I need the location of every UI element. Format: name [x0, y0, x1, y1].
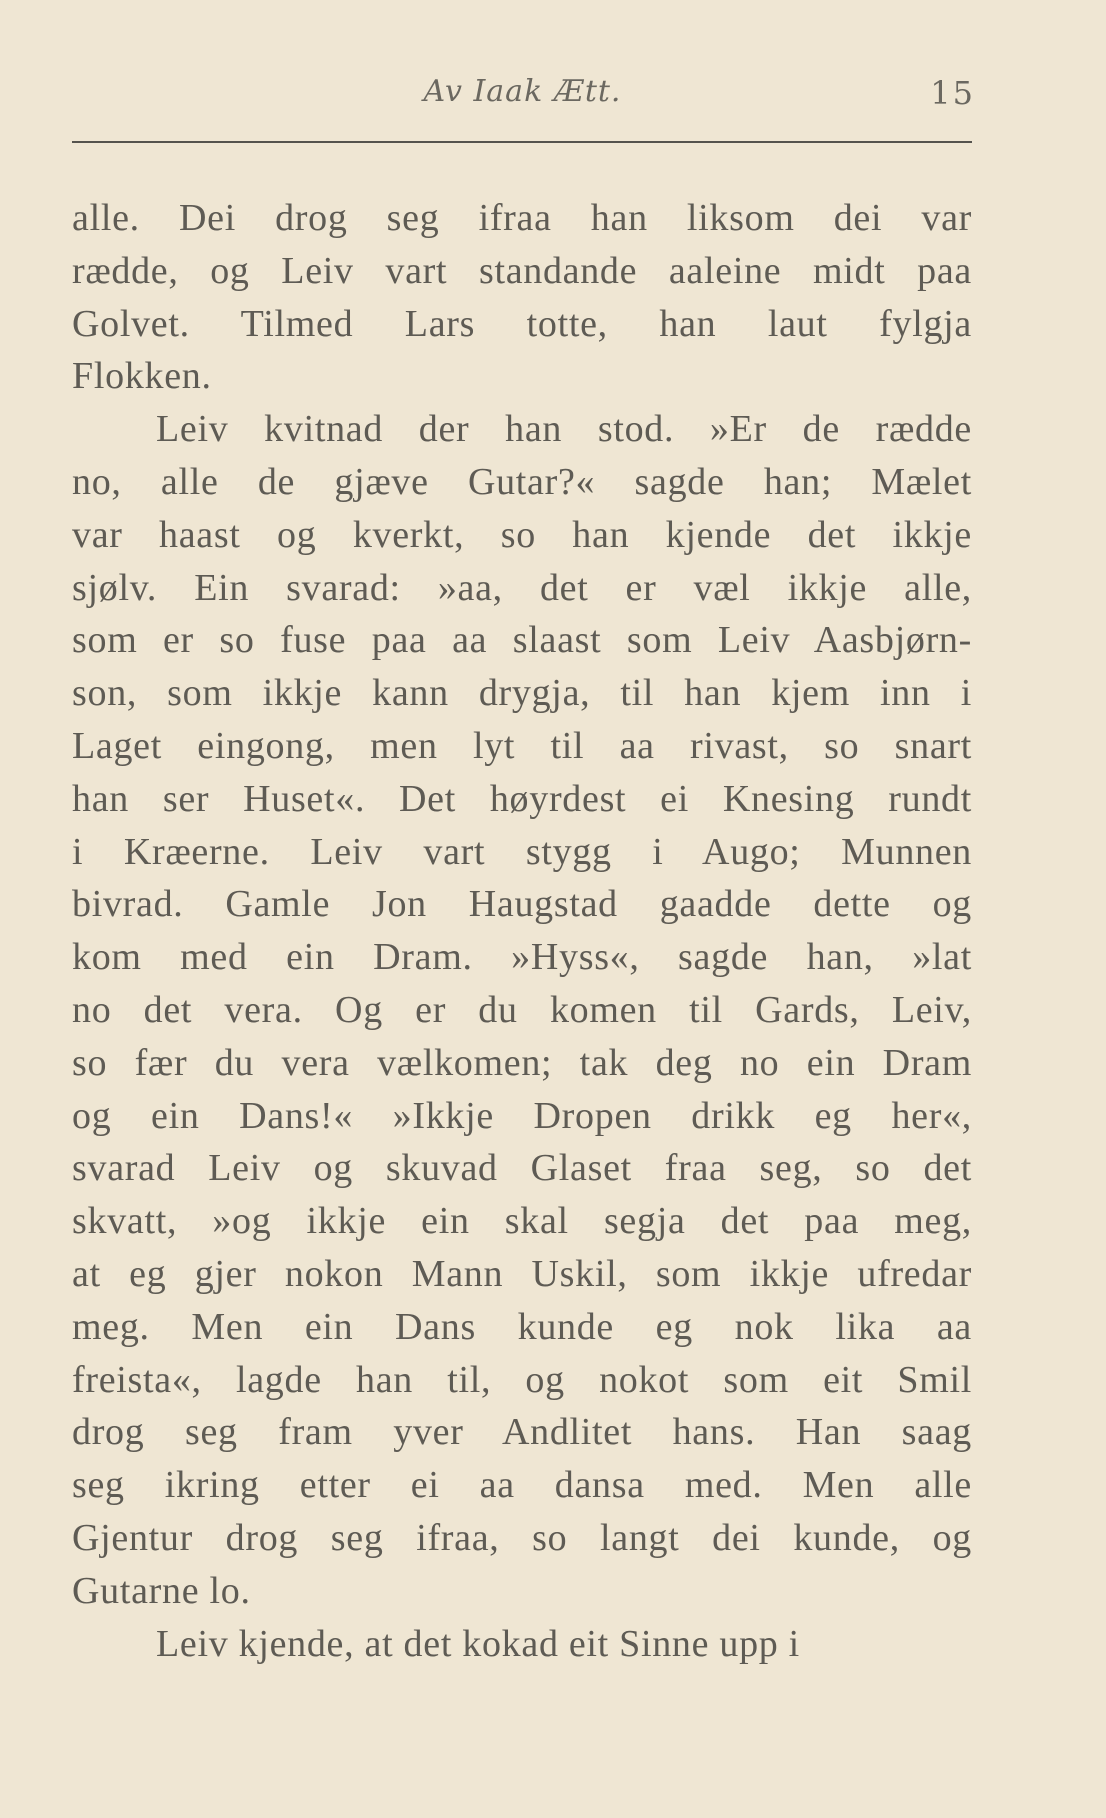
text-line: Golvet. Tilmed Lars totte, han laut fylgja [72, 302, 972, 345]
text-line: som er so fuse paa aa slaast som Leiv Aasbjørn- [72, 619, 972, 662]
text-line: i Kræerne. Leiv vart stygg i Augo; Munnen [72, 830, 972, 873]
text-line: no, alle de gjæve Gutar?« sagde han; Mælet [72, 460, 972, 503]
text-line: alle. Dei drog seg ifraa han liksom dei var [72, 197, 972, 239]
text-line: var haast og kverkt, so han kjende det ikkje [72, 513, 972, 556]
text-line: seg ikring etter ei aa dansa med. Men alle [72, 1464, 972, 1507]
text-line: Gjentur drog seg ifraa, so langt dei kunde, og [72, 1516, 972, 1559]
text-line: at eg gjer nokon Mann Uskil, som ikkje ufredar [72, 1252, 972, 1295]
text-line: svarad Leiv og skuvad Glaset fraa seg, so det [72, 1147, 972, 1190]
text-line: drog seg fram yver Andlitet hans. Han saag [72, 1411, 972, 1454]
page-number: 15 [930, 74, 975, 112]
text-line: meg. Men ein Dans kunde eg nok lika aa [72, 1305, 972, 1348]
header-rule [72, 141, 972, 143]
running-title: Av Iaak Ætt. [423, 74, 622, 109]
page-header [70, 74, 975, 134]
text-line: Gutarne lo. [72, 1569, 251, 1612]
page-body-text [72, 192, 972, 1670]
text-line: og ein Dans!« »Ikkje Dropen drikk eg her«, [72, 1094, 972, 1137]
text-line: son, som ikkje kann drygja, til han kjem inn i [72, 672, 972, 715]
text-line: so fær du vera vælkomen; tak deg no ein Dram [72, 1041, 972, 1084]
text-line: kom med ein Dram. »Hyss«, sagde han, »lat [72, 936, 972, 979]
text-line: Flokken. [72, 355, 212, 398]
text-line: Leiv kjende, at det kokad eit Sinne upp i [156, 1622, 800, 1665]
text-line: rædde, og Leiv vart standande aaleine midt paa [72, 249, 972, 292]
text-line: skvatt, »og ikkje ein skal segja det paa meg, [72, 1200, 972, 1243]
text-line: han ser Huset«. Det høyrdest ei Knesing rundt [72, 777, 972, 820]
text-line: no det vera. Og er du komen til Gards, Leiv, [72, 988, 972, 1031]
text-line: freista«, lagde han til, og nokot som eit Smil [72, 1358, 972, 1401]
text-line: Laget eingong, men lyt til aa rivast, so snart [72, 724, 972, 767]
text-line: sjølv. Ein svarad: »aa, det er væl ikkje alle, [72, 566, 972, 609]
text-line: Leiv kvitnad der han stod. »Er de rædde [156, 408, 972, 451]
text-line: bivrad. Gamle Jon Haugstad gaadde dette og [72, 883, 972, 926]
